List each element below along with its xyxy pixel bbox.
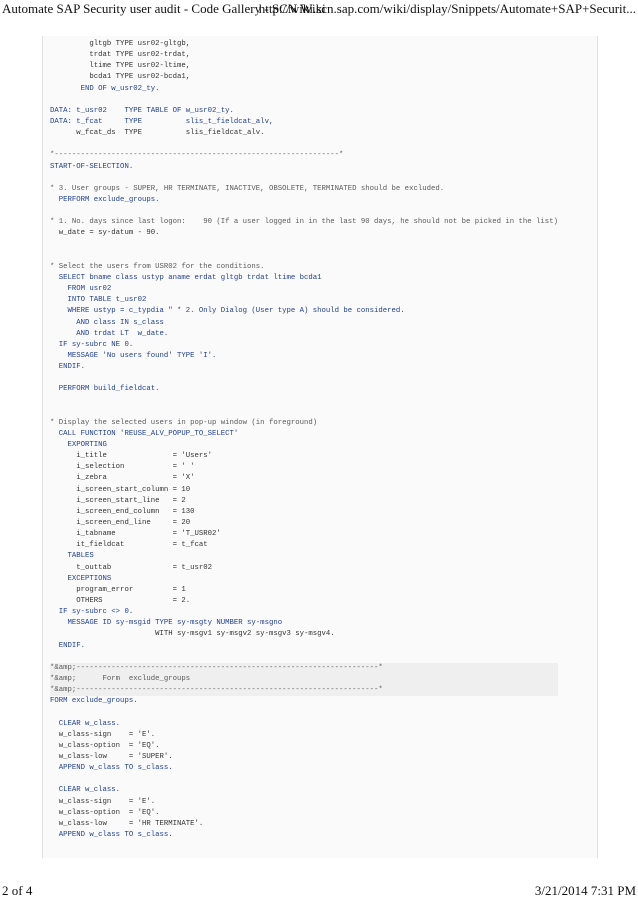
code-line — [50, 95, 558, 106]
code-line: it_fieldcat = t_fcat — [50, 541, 208, 550]
print-header — [0, 0, 638, 17]
code-line — [50, 240, 558, 251]
code-line: INTO TABLE t_usr02 — [50, 296, 147, 305]
code-line: IF sy-subrc NE 0. — [50, 340, 134, 349]
code-line: IF sy-subrc <> 0. — [50, 608, 134, 617]
code-line: FORM exclude_groups. — [50, 697, 138, 706]
code-line: w_class-option = 'EQ'. — [50, 741, 160, 750]
code-line: *&amp;---------------------------------------------------------------------* — [50, 685, 558, 696]
print-footer — [0, 882, 638, 899]
code-line: i_screen_start_line = 2 — [50, 496, 186, 505]
code-line: i_selection = ' ' — [50, 463, 195, 472]
code-line: CLEAR w_class. — [50, 719, 121, 728]
code-line: i_tabname = 'T_USR02' — [50, 530, 221, 539]
code-line: w_class-sign = 'E'. — [50, 797, 156, 806]
code-line: FROM usr02 — [50, 285, 112, 294]
code-line: w_date = sy-datum - 90. — [50, 229, 160, 238]
code-line: DATA: t_fcat TYPE slis_t_fieldcat_alv, — [50, 117, 274, 126]
code-line: *&amp; Form exclude_groups — [50, 674, 558, 685]
code-line — [50, 407, 558, 418]
code-line: gltgb TYPE usr02-gltgb, — [50, 40, 191, 48]
code-line: APPEND w_class TO s_class. — [50, 764, 173, 773]
code-line: WHERE ustyp = c_typdia " * 2. Only Dialog (User type A) should be considered. — [50, 307, 405, 316]
code-line: * 1. No. days since last logon: 90 (If a user logged in in the last 90 days, he should not be picked in the list) — [50, 218, 558, 227]
code-line: i_screen_start_column = 10 — [50, 485, 191, 494]
code-line: program_error = 1 — [50, 585, 186, 594]
code-line: *-----------------------------------------------------------------* — [50, 151, 344, 160]
code-line: i_zebra = 'X' — [50, 474, 195, 483]
code-line: w_fcat_ds TYPE slis_fieldcat_alv. — [50, 129, 265, 138]
page-title: Automate SAP Security user audit - Code Gallery - SCN Wiki — [2, 1, 326, 16]
page-url[interactable]: http://wiki.scn.sap.com/wiki/display/Snippets/Automate+SAP+Securit... — [258, 1, 636, 16]
code-line: i_title = 'Users' — [50, 452, 213, 461]
code-line: bcda1 TYPE usr02-bcda1, — [50, 73, 191, 82]
code-block — [42, 36, 598, 858]
code-line: *&amp;---------------------------------------------------------------------* — [50, 663, 558, 674]
code-line: ENDIF. — [50, 641, 86, 650]
code-line: w_class-low = 'SUPER'. — [50, 753, 173, 761]
code-line: * Select the users from USR02 for the conditions. — [50, 262, 265, 271]
code-line — [50, 139, 558, 150]
code-line: END OF w_usr02_ty. — [50, 84, 160, 93]
code-line — [50, 251, 558, 262]
code-line: START-OF-SELECTION. — [50, 162, 134, 171]
code-line: MESSAGE ID sy-msgid TYPE sy-msgty NUMBER sy-msgno — [50, 619, 283, 628]
code-line: * Display the selected users in pop-up window (in foreground) — [50, 418, 318, 427]
code-line: ENDIF. — [50, 363, 86, 372]
code-line — [50, 373, 558, 384]
code-line — [50, 774, 558, 785]
code-line: CALL FUNCTION 'REUSE_ALV_POPUP_TO_SELECT' — [50, 429, 239, 438]
code-line: EXCEPTIONS — [50, 574, 112, 583]
code-line — [50, 707, 558, 718]
code-line: PERFORM build_fieldcat. — [50, 385, 160, 394]
code-line: w_class-sign = 'E'. — [50, 730, 156, 739]
code-line: PERFORM exclude_groups. — [50, 195, 160, 204]
code-line — [50, 173, 558, 184]
code-line: i_screen_end_column = 130 — [50, 507, 195, 516]
code-line: trdat TYPE usr02-trdat, — [50, 51, 191, 60]
code-line: TABLES — [50, 552, 94, 561]
code-line: w_class-low = 'HR TERMINATE'. — [50, 819, 204, 828]
code-line: i_screen_end_line = 20 — [50, 519, 191, 528]
code-listing — [50, 39, 558, 841]
code-line: t_outtab = t_usr02 — [50, 563, 213, 572]
code-line: DATA: t_usr02 TYPE TABLE OF w_usr02_ty. — [50, 106, 234, 115]
code-line: AND trdat LT w_date. — [50, 329, 169, 338]
code-line: AND class IN s_class — [50, 318, 164, 327]
code-line — [50, 396, 558, 407]
code-line: OTHERS = 2. — [50, 597, 191, 606]
code-line: CLEAR w_class. — [50, 786, 121, 795]
code-line: SELECT bname class ustyp aname erdat gltgb trdat ltime bcda1 — [50, 273, 322, 282]
page-number: 2 of 4 — [2, 883, 33, 898]
code-line: WITH sy-msgv1 sy-msgv2 sy-msgv3 sy-msgv4. — [50, 630, 335, 639]
code-line: * 3. User groups - SUPER, HR TERMINATE, INACTIVE, OBSOLETE, TERMINATED should be excluded. — [50, 184, 445, 193]
code-line: MESSAGE 'No users found' TYPE 'I'. — [50, 351, 217, 360]
print-datetime: 3/21/2014 7:31 PM — [534, 883, 636, 898]
code-line: w_class-option = 'EQ'. — [50, 808, 160, 817]
code-line — [50, 652, 558, 663]
code-line: APPEND w_class TO s_class. — [50, 830, 173, 839]
code-line: ltime TYPE usr02-ltime, — [50, 62, 191, 71]
code-line — [50, 206, 558, 217]
code-line: EXPORTING — [50, 441, 107, 450]
